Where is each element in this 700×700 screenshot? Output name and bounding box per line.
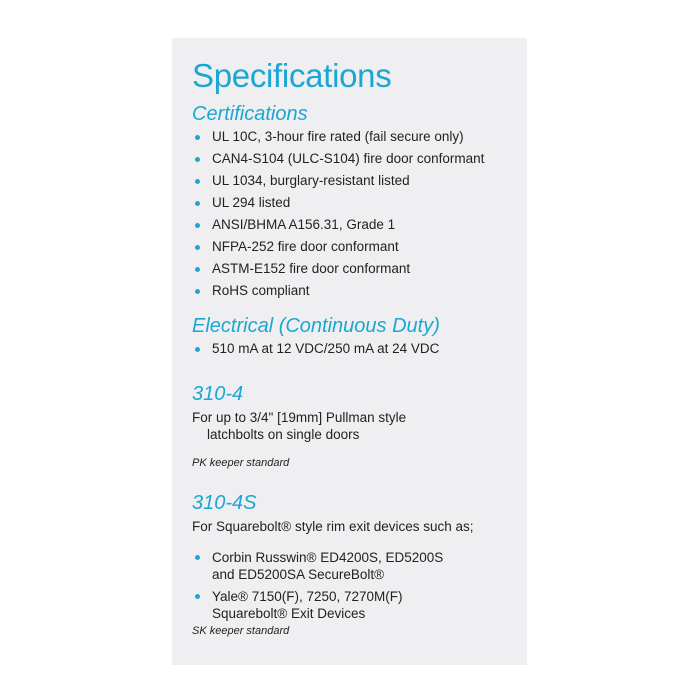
model-310-4-description: For up to 3/4" [19mm] Pullman style latchbolts on single doors (192, 410, 407, 442)
bullet-icon (195, 289, 200, 294)
model-310-4s-description: For Squarebolt® style rim exit devices such as; (192, 519, 474, 534)
bullet-icon (195, 135, 200, 140)
list-item: NFPA-252 fire door conformant (192, 236, 527, 258)
specifications-panel (172, 38, 527, 665)
certifications-list (192, 126, 527, 302)
list-item: Corbin Russwin® ED4200S, ED5200S and ED5200SA SecureBolt® (192, 549, 527, 583)
bullet-icon (195, 157, 200, 162)
list-item: UL 294 listed (192, 192, 527, 214)
certifications-heading: Certifications (192, 103, 308, 125)
model-310-4-note: PK keeper standard (192, 457, 290, 469)
bullet-icon (195, 179, 200, 184)
bullet-icon (195, 347, 200, 352)
list-item: CAN4-S104 (ULC-S104) fire door conformant (192, 148, 527, 170)
list-item: RoHS compliant (192, 280, 527, 302)
page-title: Specifications (192, 57, 392, 94)
bullet-icon (195, 594, 200, 599)
bullet-icon (195, 267, 200, 272)
list-item: ASTM-E152 fire door conformant (192, 258, 527, 280)
model-310-4s-note: SK keeper standard (192, 625, 290, 637)
list-item: UL 1034, burglary-resistant listed (192, 170, 527, 192)
model-310-4s-heading: 310-4S (192, 492, 257, 514)
bullet-icon (195, 245, 200, 250)
bullet-icon (195, 555, 200, 560)
bullet-icon (195, 223, 200, 228)
list-item: UL 10C, 3-hour fire rated (fail secure only) (192, 126, 527, 148)
model-310-4-heading: 310-4 (192, 383, 244, 405)
model-310-4s-list (192, 549, 527, 622)
list-item: Yale® 7150(F), 7250, 7270M(F) Squarebolt® Exit Devices (192, 588, 527, 622)
list-item: 510 mA at 12 VDC/250 mA at 24 VDC (192, 338, 527, 360)
electrical-heading: Electrical (Continuous Duty) (192, 315, 440, 337)
list-item: ANSI/BHMA A156.31, Grade 1 (192, 214, 527, 236)
bullet-icon (195, 201, 200, 206)
electrical-list (192, 338, 527, 360)
